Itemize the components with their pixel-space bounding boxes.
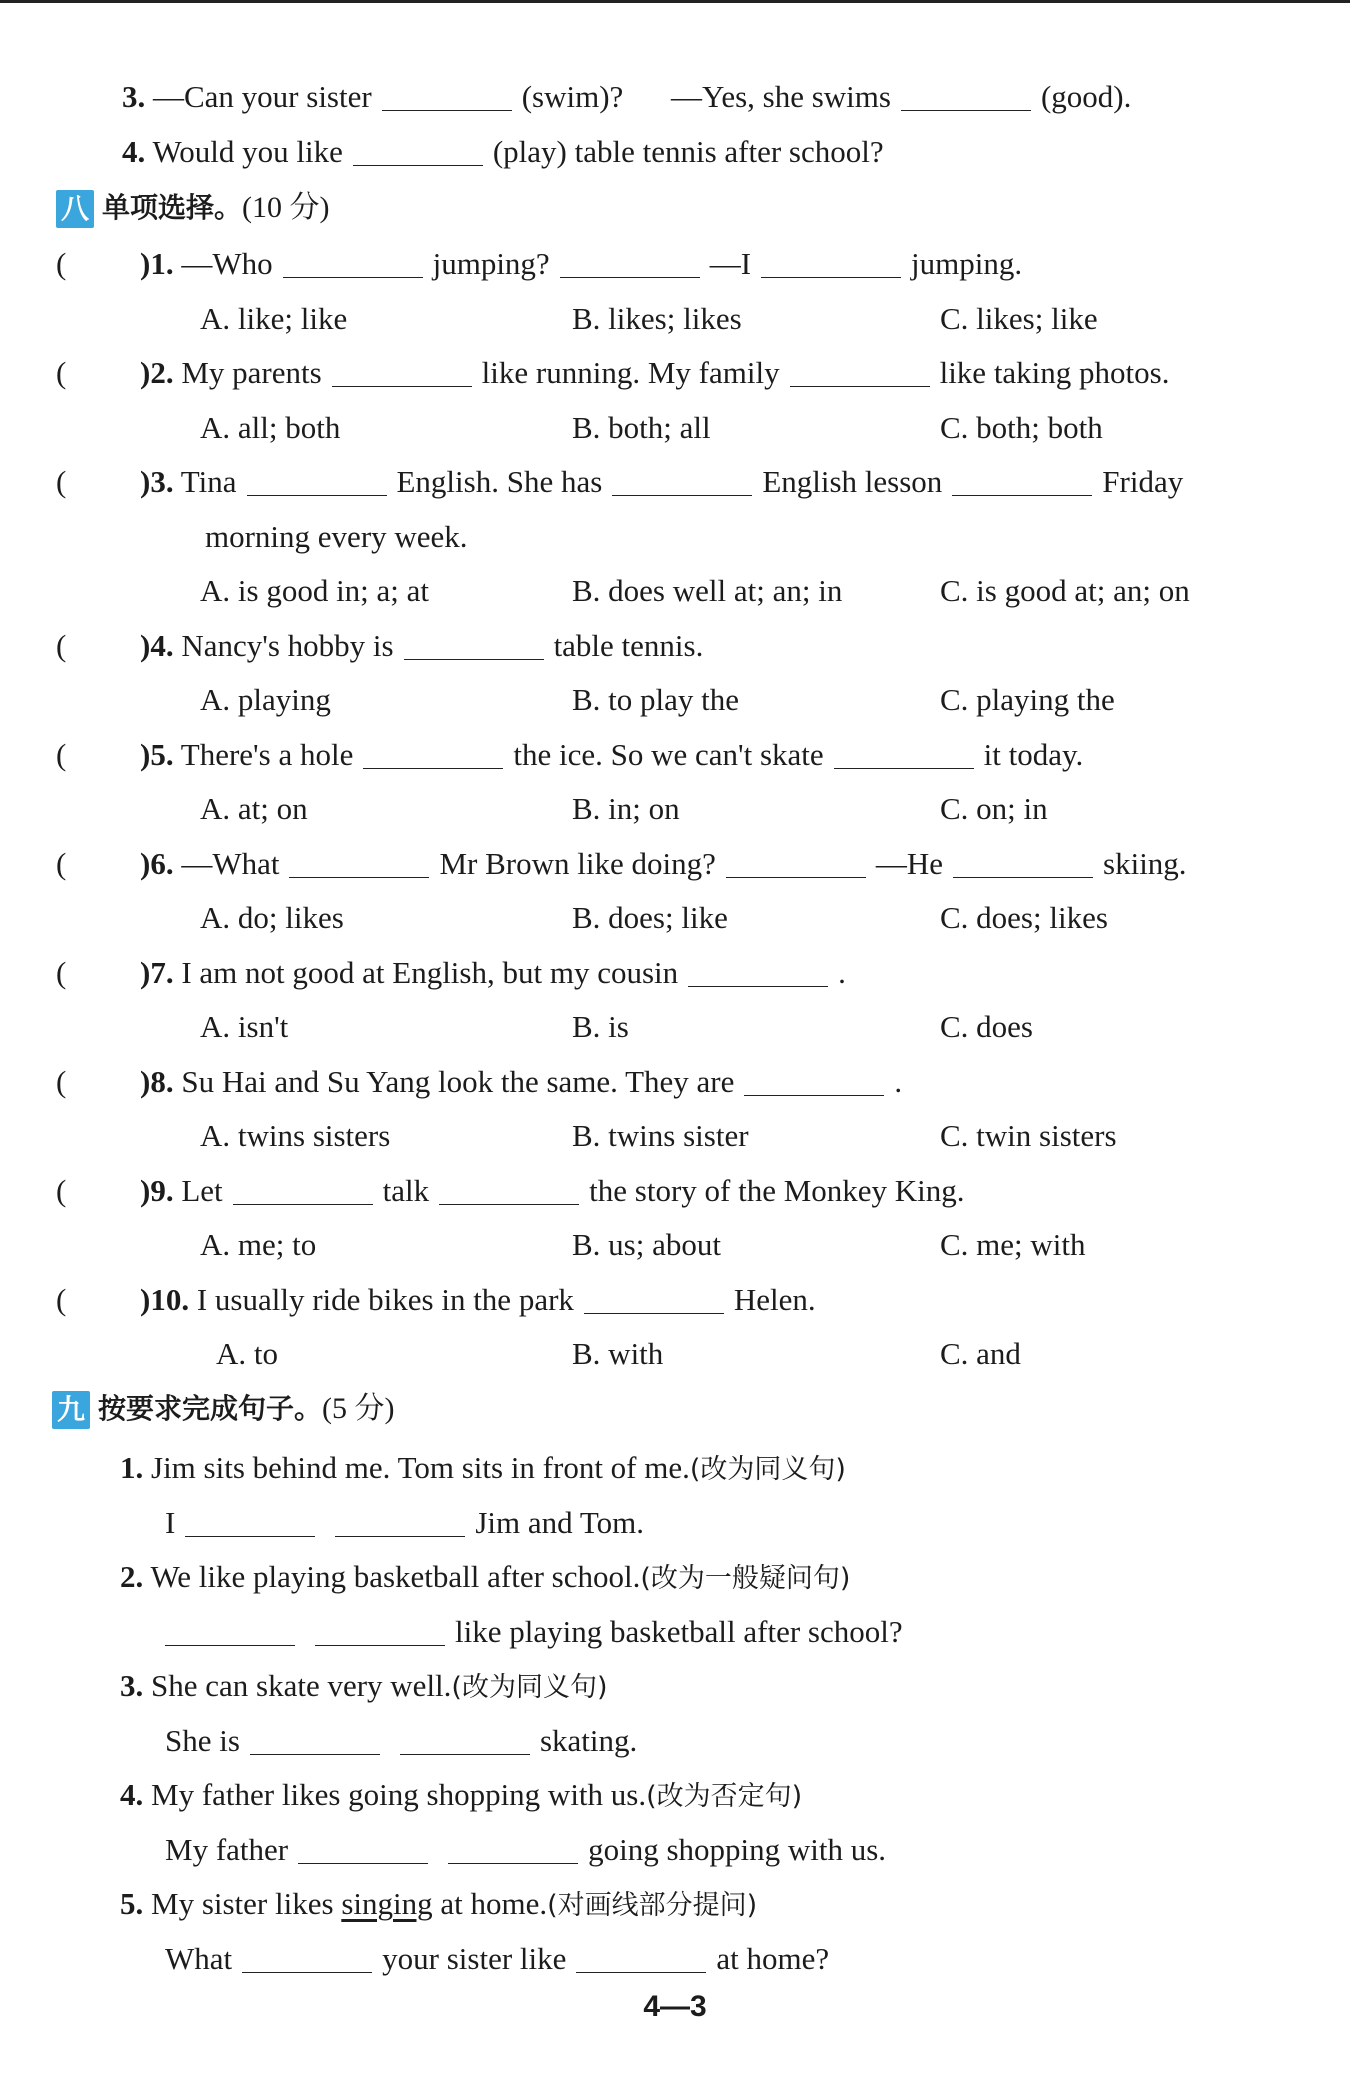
q-text: . xyxy=(894,1063,903,1099)
option-c[interactable]: C. me; with xyxy=(940,1227,1086,1262)
answer-blank[interactable] xyxy=(612,465,752,496)
q-text: I am not good at English, but my cousin xyxy=(181,954,679,990)
section-9-points: (5 分) xyxy=(322,1392,395,1425)
q-text: Helen. xyxy=(733,1281,816,1317)
q-text: Mr Brown like doing? xyxy=(439,845,716,881)
s9-item-4 xyxy=(120,1777,802,1815)
underlined-word: singing xyxy=(341,1886,433,1921)
q-number: 2. xyxy=(120,1559,144,1594)
q-text: Friday xyxy=(1102,464,1184,499)
section-8-badge: 八 xyxy=(56,190,94,228)
q-text: —Who xyxy=(181,246,273,281)
question-2 xyxy=(140,355,1169,391)
answer-blank[interactable] xyxy=(901,80,1031,111)
q-text: My sister likes xyxy=(151,1886,334,1921)
answer-blank[interactable] xyxy=(404,629,544,660)
s9-answer-4 xyxy=(165,1832,886,1868)
q-text: (play) table tennis after school? xyxy=(492,134,884,169)
answer-paren[interactable]: ( xyxy=(56,736,67,772)
answer-blank[interactable] xyxy=(448,1833,578,1864)
answer-blank[interactable] xyxy=(353,135,483,166)
option-c[interactable]: C. on; in xyxy=(940,791,1048,826)
answer-paren[interactable]: ( xyxy=(56,1063,67,1099)
option-c[interactable]: C. both; both xyxy=(940,409,1103,445)
section-9-header xyxy=(52,1389,395,1429)
answer-text: Jim and Tom. xyxy=(475,1505,644,1540)
option-a[interactable]: A. at; on xyxy=(200,791,308,826)
option-b[interactable]: B. with xyxy=(572,1336,664,1371)
q-number: 5. xyxy=(120,1886,144,1921)
answer-blank[interactable] xyxy=(744,1065,884,1096)
option-c[interactable]: C. likes; like xyxy=(940,300,1098,336)
q-text: talk xyxy=(382,1172,430,1208)
option-c[interactable]: C. does xyxy=(940,1009,1033,1044)
q-instruction: (改为一般疑问句) xyxy=(640,1563,851,1594)
s9-item-3 xyxy=(120,1668,608,1706)
answer-blank[interactable] xyxy=(953,847,1093,878)
page-number: 4—3 xyxy=(643,1990,707,2023)
answer-blank[interactable] xyxy=(952,465,1092,496)
option-b[interactable]: B. is xyxy=(572,1009,629,1044)
q-number: )7. xyxy=(140,954,174,990)
q-number: )9. xyxy=(140,1172,174,1208)
option-b[interactable]: B. to play the xyxy=(572,682,740,717)
q-text: the ice. So we can't skate xyxy=(513,736,824,772)
answer-text: like playing basketball after school? xyxy=(455,1614,903,1649)
q-number: )4. xyxy=(140,627,174,663)
option-b[interactable]: B. does well at; an; in xyxy=(572,573,843,608)
section-8-title: 单项选择。 xyxy=(102,191,243,224)
option-a[interactable]: A. all; both xyxy=(200,409,341,445)
option-c[interactable]: C. twin sisters xyxy=(940,1118,1117,1153)
p7-q4 xyxy=(122,134,884,170)
answer-text: What xyxy=(165,1941,233,1976)
answer-paren[interactable]: ( xyxy=(56,954,67,990)
s9-item-2 xyxy=(120,1559,850,1597)
q-text: Nancy's hobby is xyxy=(181,627,394,663)
q-text: There's a hole xyxy=(180,736,354,772)
s9-answer-2 xyxy=(155,1614,903,1650)
option-b[interactable]: B. likes; likes xyxy=(572,300,742,336)
answer-text: going shopping with us. xyxy=(588,1832,887,1867)
option-a[interactable]: A. is good in; a; at xyxy=(200,573,430,608)
answer-blank[interactable] xyxy=(283,247,423,278)
answer-paren[interactable]: ( xyxy=(56,1172,67,1208)
answer-text: your sister like xyxy=(382,1941,567,1976)
answer-text: skating. xyxy=(539,1723,638,1758)
option-a[interactable]: A. twins sisters xyxy=(200,1118,391,1153)
q-text: Tina xyxy=(180,464,237,499)
q-number: 4. xyxy=(120,1777,144,1812)
q-text: jumping. xyxy=(911,246,1023,281)
top-edge-line xyxy=(0,0,1350,3)
q-text: We like playing basketball after school. xyxy=(150,1559,641,1594)
q-text: . xyxy=(838,954,846,990)
section-8-points: (10 分) xyxy=(242,191,330,224)
option-a[interactable]: A. like; like xyxy=(200,300,348,336)
answer-blank[interactable] xyxy=(688,956,828,987)
s9-item-5 xyxy=(120,1886,757,1924)
answer-paren[interactable]: ( xyxy=(56,464,67,499)
q-text: the story of the Monkey King. xyxy=(589,1172,965,1208)
answer-text: My father xyxy=(165,1832,289,1867)
answer-blank[interactable] xyxy=(584,1283,724,1314)
option-b[interactable]: B. us; about xyxy=(572,1227,721,1262)
q-number: 3. xyxy=(120,1668,144,1703)
answer-blank[interactable] xyxy=(233,1174,373,1205)
q-instruction: (改为同义句) xyxy=(689,1454,846,1485)
answer-paren[interactable]: ( xyxy=(56,355,67,390)
answer-paren[interactable]: ( xyxy=(56,627,67,663)
question-3 xyxy=(140,464,1183,500)
q-instruction: (改为否定句) xyxy=(646,1781,803,1812)
option-a[interactable]: A. do; likes xyxy=(200,900,344,935)
option-c[interactable]: C. and xyxy=(940,1336,1021,1371)
q-text: She can skate very well. xyxy=(151,1668,452,1703)
q-instruction: (对画线部分提问) xyxy=(547,1890,758,1921)
q-text: Let xyxy=(181,1172,223,1208)
q-text: English lesson xyxy=(762,464,943,499)
answer-blank[interactable] xyxy=(165,1615,295,1646)
answer-blank[interactable] xyxy=(250,1724,380,1755)
section-9-badge: 九 xyxy=(52,1391,90,1429)
option-a[interactable]: A. me; to xyxy=(200,1227,317,1262)
question-4 xyxy=(140,628,703,664)
q-instruction: (改为同义句) xyxy=(451,1672,608,1703)
option-b[interactable]: B. twins sister xyxy=(572,1118,749,1153)
q-text: —He xyxy=(875,845,944,881)
question-7 xyxy=(140,955,846,991)
section-9-title: 按要求完成句子。 xyxy=(98,1392,323,1425)
q-text: skiing. xyxy=(1103,845,1187,881)
s9-item-1 xyxy=(120,1450,846,1488)
q-text: Would you like xyxy=(152,134,343,169)
answer-blank[interactable] xyxy=(790,356,930,387)
question-5 xyxy=(140,737,1083,773)
answer-blank[interactable] xyxy=(298,1833,428,1864)
q-number: )8. xyxy=(140,1063,174,1099)
q-number: 1. xyxy=(120,1450,144,1485)
q-text: Jim sits behind me. Tom sits in front of me. xyxy=(151,1450,690,1485)
answer-blank[interactable] xyxy=(185,1506,315,1537)
answer-blank[interactable] xyxy=(400,1724,530,1755)
option-a[interactable]: A. playing xyxy=(200,682,331,717)
answer-text: She is xyxy=(165,1723,240,1758)
question-1 xyxy=(140,246,1022,282)
answer-paren[interactable]: ( xyxy=(56,845,67,881)
q-text: table tennis. xyxy=(553,627,704,663)
q-text: My parents xyxy=(181,355,322,390)
answer-blank[interactable] xyxy=(289,847,429,878)
q-text: it today. xyxy=(983,736,1084,772)
section-8-header xyxy=(56,188,330,228)
answer-blank[interactable] xyxy=(439,1174,579,1205)
answer-blank[interactable] xyxy=(335,1506,465,1537)
question-6 xyxy=(140,846,1187,882)
q-text: I usually ride bikes in the park xyxy=(196,1281,574,1317)
answer-blank[interactable] xyxy=(382,80,512,111)
option-c[interactable]: C. is good at; an; on xyxy=(940,573,1190,608)
option-b[interactable]: B. in; on xyxy=(572,791,680,826)
q-number: )6. xyxy=(140,845,174,881)
q-text: Su Hai and Su Yang look the same. They are xyxy=(181,1063,735,1099)
q-text: (good). xyxy=(1040,79,1132,114)
s9-answer-3 xyxy=(165,1723,637,1759)
q-text: My father likes going shopping with us. xyxy=(151,1777,647,1812)
q-text: like taking photos. xyxy=(939,355,1170,390)
q-text: —Can your sister xyxy=(153,79,372,114)
answer-blank[interactable] xyxy=(363,738,503,769)
q-text: like running. My family xyxy=(481,355,780,390)
option-a[interactable]: A. to xyxy=(216,1336,278,1371)
option-b[interactable]: B. both; all xyxy=(572,409,711,445)
answer-blank[interactable] xyxy=(726,847,866,878)
q-number: 3. xyxy=(122,79,146,114)
option-c[interactable]: C. does; likes xyxy=(940,900,1108,935)
answer-text: I xyxy=(165,1505,176,1540)
q-number: )2. xyxy=(140,355,174,390)
q-text: (swim)? xyxy=(521,79,624,114)
s9-answer-1 xyxy=(165,1505,644,1541)
option-a[interactable]: A. isn't xyxy=(200,1009,289,1044)
q-number: )3. xyxy=(140,464,174,499)
answer-paren[interactable]: ( xyxy=(56,1281,67,1317)
q-number: )5. xyxy=(140,736,174,772)
answer-blank[interactable] xyxy=(315,1615,445,1646)
q-number: 4. xyxy=(122,134,146,169)
answer-blank[interactable] xyxy=(332,356,472,387)
option-b[interactable]: B. does; like xyxy=(572,900,728,935)
s9-answer-5 xyxy=(165,1941,829,1977)
answer-blank[interactable] xyxy=(761,247,901,278)
answer-paren[interactable]: ( xyxy=(56,246,67,281)
question-continuation: morning every week. xyxy=(205,518,468,554)
answer-blank[interactable] xyxy=(834,738,974,769)
option-c[interactable]: C. playing the xyxy=(940,682,1115,717)
q-text: —What xyxy=(181,845,280,881)
question-9 xyxy=(140,1173,965,1209)
question-8 xyxy=(140,1064,902,1100)
p7-q3 xyxy=(122,79,1131,115)
answer-blank[interactable] xyxy=(560,247,700,278)
q-text: English. She has xyxy=(396,464,603,499)
answer-blank[interactable] xyxy=(242,1942,372,1973)
q-text: jumping? xyxy=(432,246,550,281)
answer-blank[interactable] xyxy=(247,465,387,496)
answer-blank[interactable] xyxy=(576,1942,706,1973)
q-number: )1. xyxy=(140,246,174,281)
q-number: )10. xyxy=(140,1281,190,1317)
q-text: —Yes, she swims xyxy=(671,79,891,114)
answer-text: at home? xyxy=(716,1941,830,1976)
q-text: at home. xyxy=(440,1886,548,1921)
question-10 xyxy=(140,1282,816,1318)
q-text: —I xyxy=(709,246,752,281)
